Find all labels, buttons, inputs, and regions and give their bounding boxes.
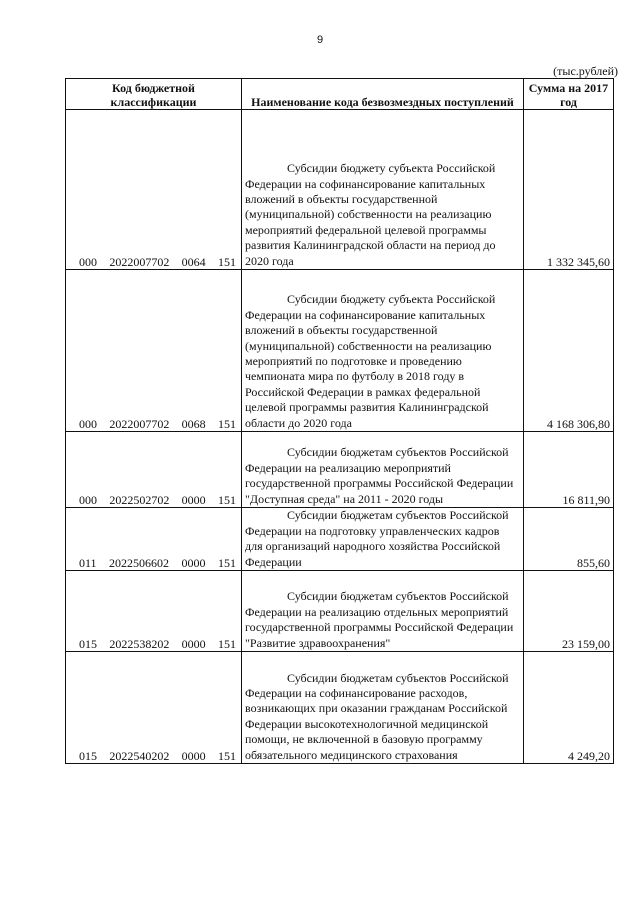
table-row (66, 571, 614, 652)
income-name: Субсидии бюджетам субъектов Российской Федерации на софинансирование расходов, возникающих при оказании гражданам Российской Федерации высокотехнологичной медицинской помощи, не включенной в базовую программу обязательного медицинского страхования (245, 670, 509, 762)
sum-value: 23 159,00 (524, 571, 614, 652)
program-code: 0064 (181, 255, 206, 269)
admin-code: 011 (79, 556, 97, 570)
table-row (66, 652, 614, 764)
income-name: Субсидии бюджетам субъектов Российской Федерации на подготовку управленческих кадров для организаций народного хозяйства Российской Федерации (245, 508, 509, 569)
budget-code: 2022538202 (109, 637, 170, 651)
table-header-row (66, 79, 614, 110)
name-cell (242, 110, 524, 270)
income-name: Субсидии бюджету субъекта Российской Федерации на софинансирование капитальных вложений в объекты государственной (муниципальной) собственности на реализацию мероприятий по подготовке и проведению чемпионата мира по футболу в 2018 году в Российской Федерации в рамках федеральной целевой программы развития Калининградской области до 2020 года (245, 292, 496, 430)
income-name: Субсидии бюджетам субъектов Российской Федерации на реализацию мероприятий государственной программы Российской Федерации "Доступная среда" на 2011 - 2020 годы (245, 445, 514, 506)
sum-value: 4 249,20 (524, 652, 614, 764)
code-cell (66, 652, 242, 764)
income-name: Субсидии бюджетам субъектов Российской Федерации на реализацию отдельных мероприятий государственной программы Российской Федерации "Развитие здравоохранения" (245, 589, 514, 650)
code-cell (66, 432, 242, 508)
code-cell (66, 110, 242, 270)
header-code: Код бюджетной классификации (66, 79, 242, 110)
admin-code: 000 (79, 417, 97, 431)
name-cell (242, 270, 524, 432)
income-name: Субсидии бюджету субъекта Российской Федерации на софинансирование капитальных вложений в объекты государственной (муниципальной) собственности на реализацию мероприятий федеральной целевой программы развития Калининградской области на период до 2020 года (245, 161, 496, 268)
units-label: (тыс.рублей) (553, 64, 618, 78)
code-cell (66, 508, 242, 571)
admin-code: 015 (79, 637, 97, 651)
kosgu-code: 151 (217, 493, 236, 507)
header-name: Наименование кода безвозмездных поступлений (242, 79, 524, 110)
kosgu-code: 151 (217, 637, 236, 651)
program-code: 0000 (181, 637, 206, 651)
sum-value: 855,60 (524, 508, 614, 571)
admin-code: 000 (79, 255, 97, 269)
name-cell (242, 508, 524, 571)
sum-value: 1 332 345,60 (524, 110, 614, 270)
budget-code: 2022502702 (109, 493, 170, 507)
program-code: 0068 (181, 417, 206, 431)
program-code: 0000 (181, 556, 206, 570)
table-row (66, 432, 614, 508)
admin-code: 015 (79, 749, 97, 763)
sum-value: 4 168 306,80 (524, 270, 614, 432)
table-row (66, 270, 614, 432)
page-number: 9 (316, 34, 324, 46)
table-row (66, 508, 614, 571)
header-sum: Сумма на 2017 год (524, 79, 614, 110)
code-cell (66, 571, 242, 652)
program-code: 0000 (181, 493, 206, 507)
name-cell (242, 571, 524, 652)
budget-code: 2022007702 (109, 417, 170, 431)
kosgu-code: 151 (217, 556, 236, 570)
sum-value: 16 811,90 (524, 432, 614, 508)
name-cell (242, 432, 524, 508)
kosgu-code: 151 (217, 749, 236, 763)
name-cell (242, 652, 524, 764)
table-row (66, 110, 614, 270)
kosgu-code: 151 (217, 417, 236, 431)
budget-table (65, 78, 614, 764)
budget-code: 2022540202 (109, 749, 170, 763)
program-code: 0000 (181, 749, 206, 763)
kosgu-code: 151 (217, 255, 236, 269)
budget-code: 2022506602 (109, 556, 170, 570)
budget-code: 2022007702 (109, 255, 170, 269)
code-cell (66, 270, 242, 432)
admin-code: 000 (79, 493, 97, 507)
